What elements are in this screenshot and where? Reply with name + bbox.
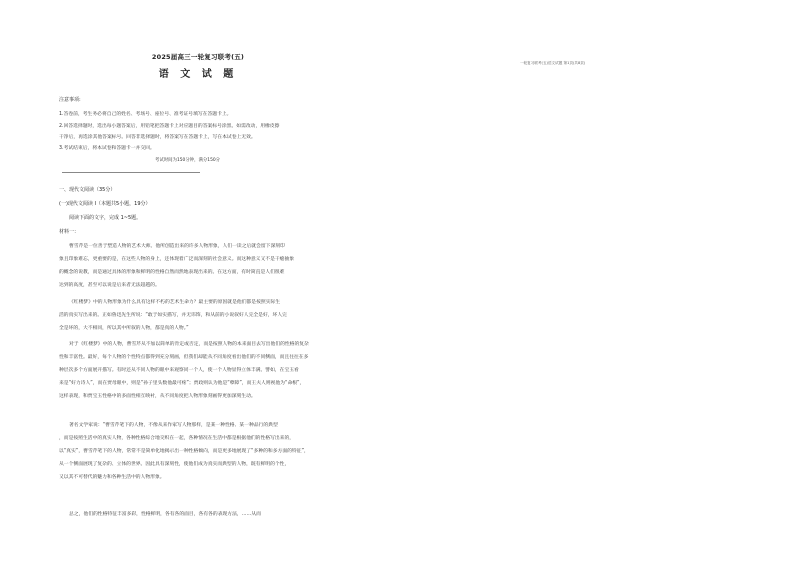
text-line: 以“真实”，曹雪芹笔下的人物，常常不是简单化地揭示出一种性格倾向，而是更多地展现了“多种的和多方面的特征”， [59,449,309,454]
text-line: 象且印象难忘，更重要的是，在这些人物的身上，还体现着广泛而深刻的社会意义。而这种意义又不是干瘪抽象 [59,257,295,262]
text-line: 活的真实写出来的。正如鲁迅先生所说：“敢于如实描写，并无讳饰，和从前的小说叙好人完全是好，坏人完 [59,313,287,318]
text-line: 总之，他们的性格特征丰富多彩，性格鲜明，各有各的面目，各有各的表现方法，……从而 [69,512,261,517]
notice-item: 2.回答选择题时，选出每小题答案后，用铅笔把答题卡上对应题目的答案标号涂黑。如需改动，用橡皮擦 [59,124,280,129]
text-line: ，而是按照生活中的真实人物，各种性格综合地交织在一起，各种情况在生活中都是根据他们的性格写出来的， [59,436,295,441]
text-line: 这样表现，和贾宝玉性格中的多面性相互映衬，从不同角度把人物形象刻画得更加深刻生动。 [59,394,256,399]
text-line: 全是坏的，大不相同，所以其中所叙的人物，都是真的人物。” [59,326,189,331]
text-line: 来是“好力诗人”，而在贾母眼中，则是“孙子里头数他最可疼”；贾政则认为他是“孽障”，而王夫人则视他为“命根”， [59,381,305,386]
material-label: 材料一： [59,229,80,235]
text-line: 性和丰富性。最好，每个人物的个性特点都得到充分刻画，但我们却能从不同角度看出他们的不同侧面，而且往往在多 [59,355,309,360]
text-line: 达到的高度，甚至可以说是后来者无法超越的。 [59,283,160,288]
paragraph [59,419,351,484]
text-line: 《红楼梦》中的人物形象为什么具有这样不朽的艺术生命力？最主要的原因就是他们都是按照实际生 [69,300,281,305]
text-line: 对于《红楼梦》中的人物，曹雪芹从不加以简单的肯定或否定，而是按照人物的本来面目去写出他们的性格的复杂 [69,342,309,347]
text-line: 种层次多个方面展开描写。有时还从不同人物的眼中来观察同一个人，使一个人物显得立体丰满。譬如，在宝玉看 [59,368,299,373]
exam-title: 2025届高三一轮复习联考(五) [151,53,245,61]
text-line: 从一个侧面展现了复杂的、立体的世界。因此具有深刻性，使他们成为真实而典型的人物，既有鲜明的个性， [59,462,290,467]
notice-title: 注意事项: [59,97,81,103]
text-line: 的概念的说教，而是通过具体的形象和鲜明的性格自然而然地表现出来的。在这方面，有时简直是人们很难 [59,270,285,275]
text-line: 曹雪芹是一位善于塑造人物的艺术大师。他所创造出来的许多人物形象，人们一读之后就会留下深刻印 [69,244,285,249]
text-line: 著名文学家说：“曹雪芹笔下的人物，不像从来作家写人物那样，是某一种性格、某一种品行的典型 [69,423,278,428]
paragraph [59,240,351,292]
exam-time-note: 考试时间为150分钟，满分150分 [155,158,221,163]
paragraph [59,338,351,403]
subsection-heading: (一)现代文阅读 I（本题共5小题，19分） [59,201,151,207]
paragraph [59,508,351,521]
text-line: 又以其不可替代的魅力和各种生活中的人物形象。 [59,475,165,480]
divider-line [62,172,200,173]
notice-item: 3.考试结束后，将本试卷和答题卡一并交回。 [59,146,155,151]
subject-title: 语 文 试 题 [158,69,238,80]
notice-item: 干净后，再选涂其他答案标号。回答非选择题时，将答案写在答题卡上，写在本试卷上无效。 [59,135,256,140]
paragraph [59,296,351,335]
reading-instruction: 阅读下面的文字，完成 1~5题。 [69,215,142,221]
section-heading: 一、现代文阅读（35分） [59,187,116,193]
notice-item: 1.答卷前，考生务必将自己的姓名、考场号、座位号、准考证号填写在答题卡上。 [59,112,232,117]
right-page-header: 一轮复习联考(五)语文试题 第1页(共8页) [520,61,586,65]
